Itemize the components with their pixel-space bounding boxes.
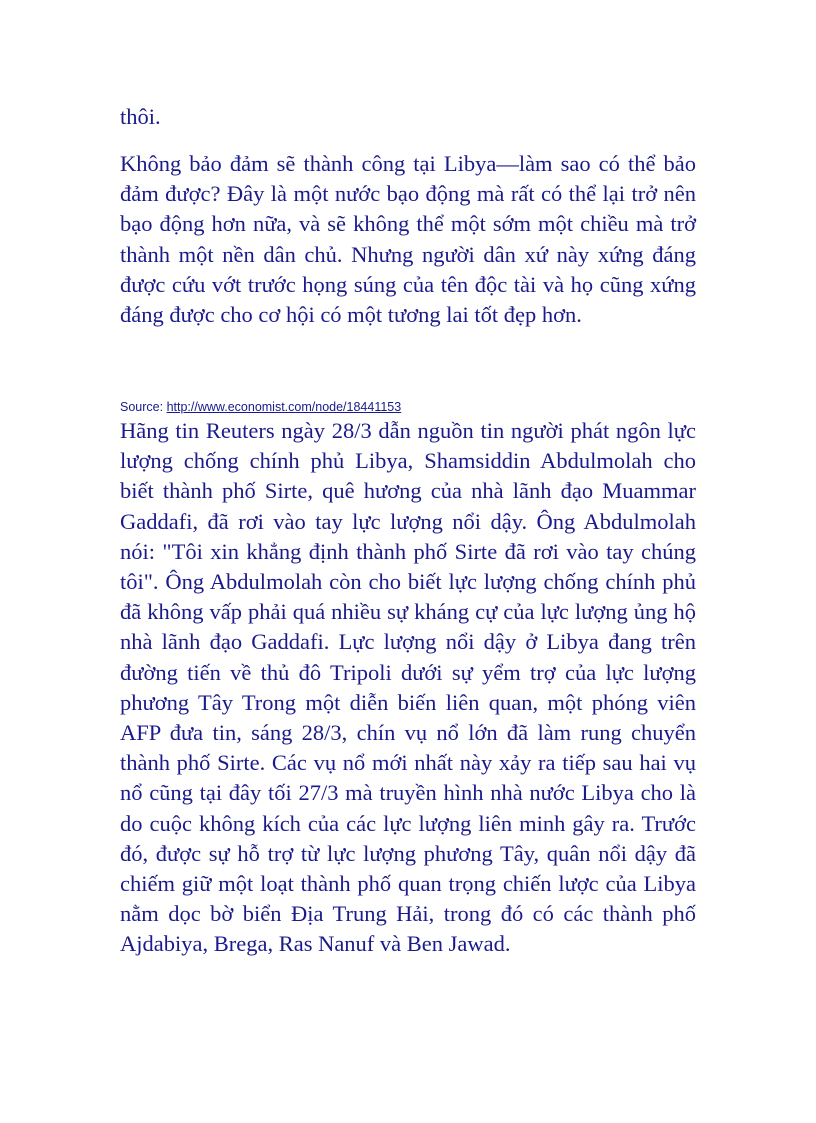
source-line (120, 399, 696, 415)
source-label: Source: (120, 400, 164, 414)
paragraph-continuation: thôi. (120, 104, 161, 129)
paragraph-conclusion: Không bảo đảm sẽ thành công tại Libya—làm sao có thể bảo đảm được? Đây là một nước bạo động mà rất có thể lại trở nên bạo động hơn nữa, và sẽ không thể một sớm một chiều mà trở thành một nền dân chủ. Nhưng người dân xứ này xứng đáng được cứu vớt trước họng súng của tên độc tài và họ cũng xứng đáng được cho cơ hội có một tương lai tốt đẹp hơn. (120, 151, 696, 328)
source-link[interactable]: http://www.economist.com/node/18441153 (166, 400, 402, 414)
paragraph-news: Hãng tin Reuters ngày 28/3 dẫn nguồn tin người phát ngôn lực lượng chống chính phủ Libya, Shamsiddin Abdulmolah cho biết thành phố Sirte, quê hương của nhà lãnh đạo Muammar Gaddafi, đã rơi vào tay lực lượng nổi dậy. Ông Abdulmolah nói: "Tôi xin khẳng định thành phố Sirte đã rơi vào tay chúng tôi". Ông Abdulmolah còn cho biết lực lượng chống chính phủ đã không vấp phải quá nhiều sự kháng cự của lực lượng ủng hộ nhà lãnh đạo Gaddafi. Lực lượng nổi dậy ở Libya đang trên đường tiến về thủ đô Tripoli dưới sự yểm trợ của lực lượng phương Tây Trong một diễn biến liên quan, một phóng viên AFP đưa tin, sáng 28/3, chín vụ nổ lớn đã làm rung chuyển thành phố Sirte. Các vụ nổ mới nhất này xảy ra tiếp sau hai vụ nổ cũng tại đây tối 27/3 mà truyền hình nhà nước Libya cho là do cuộc không kích của các lực lượng liên minh gây ra. Trước đó, được sự hỗ trợ từ lực lượng phương Tây, quân nổi dậy đã chiếm giữ một loạt thành phố quan trọng chiến lược của Libya nằm dọc bờ biển Địa Trung Hải, trong đó có các thành phố Ajdabiya, Brega, Ras Nanuf và Ben Jawad. (120, 418, 696, 957)
